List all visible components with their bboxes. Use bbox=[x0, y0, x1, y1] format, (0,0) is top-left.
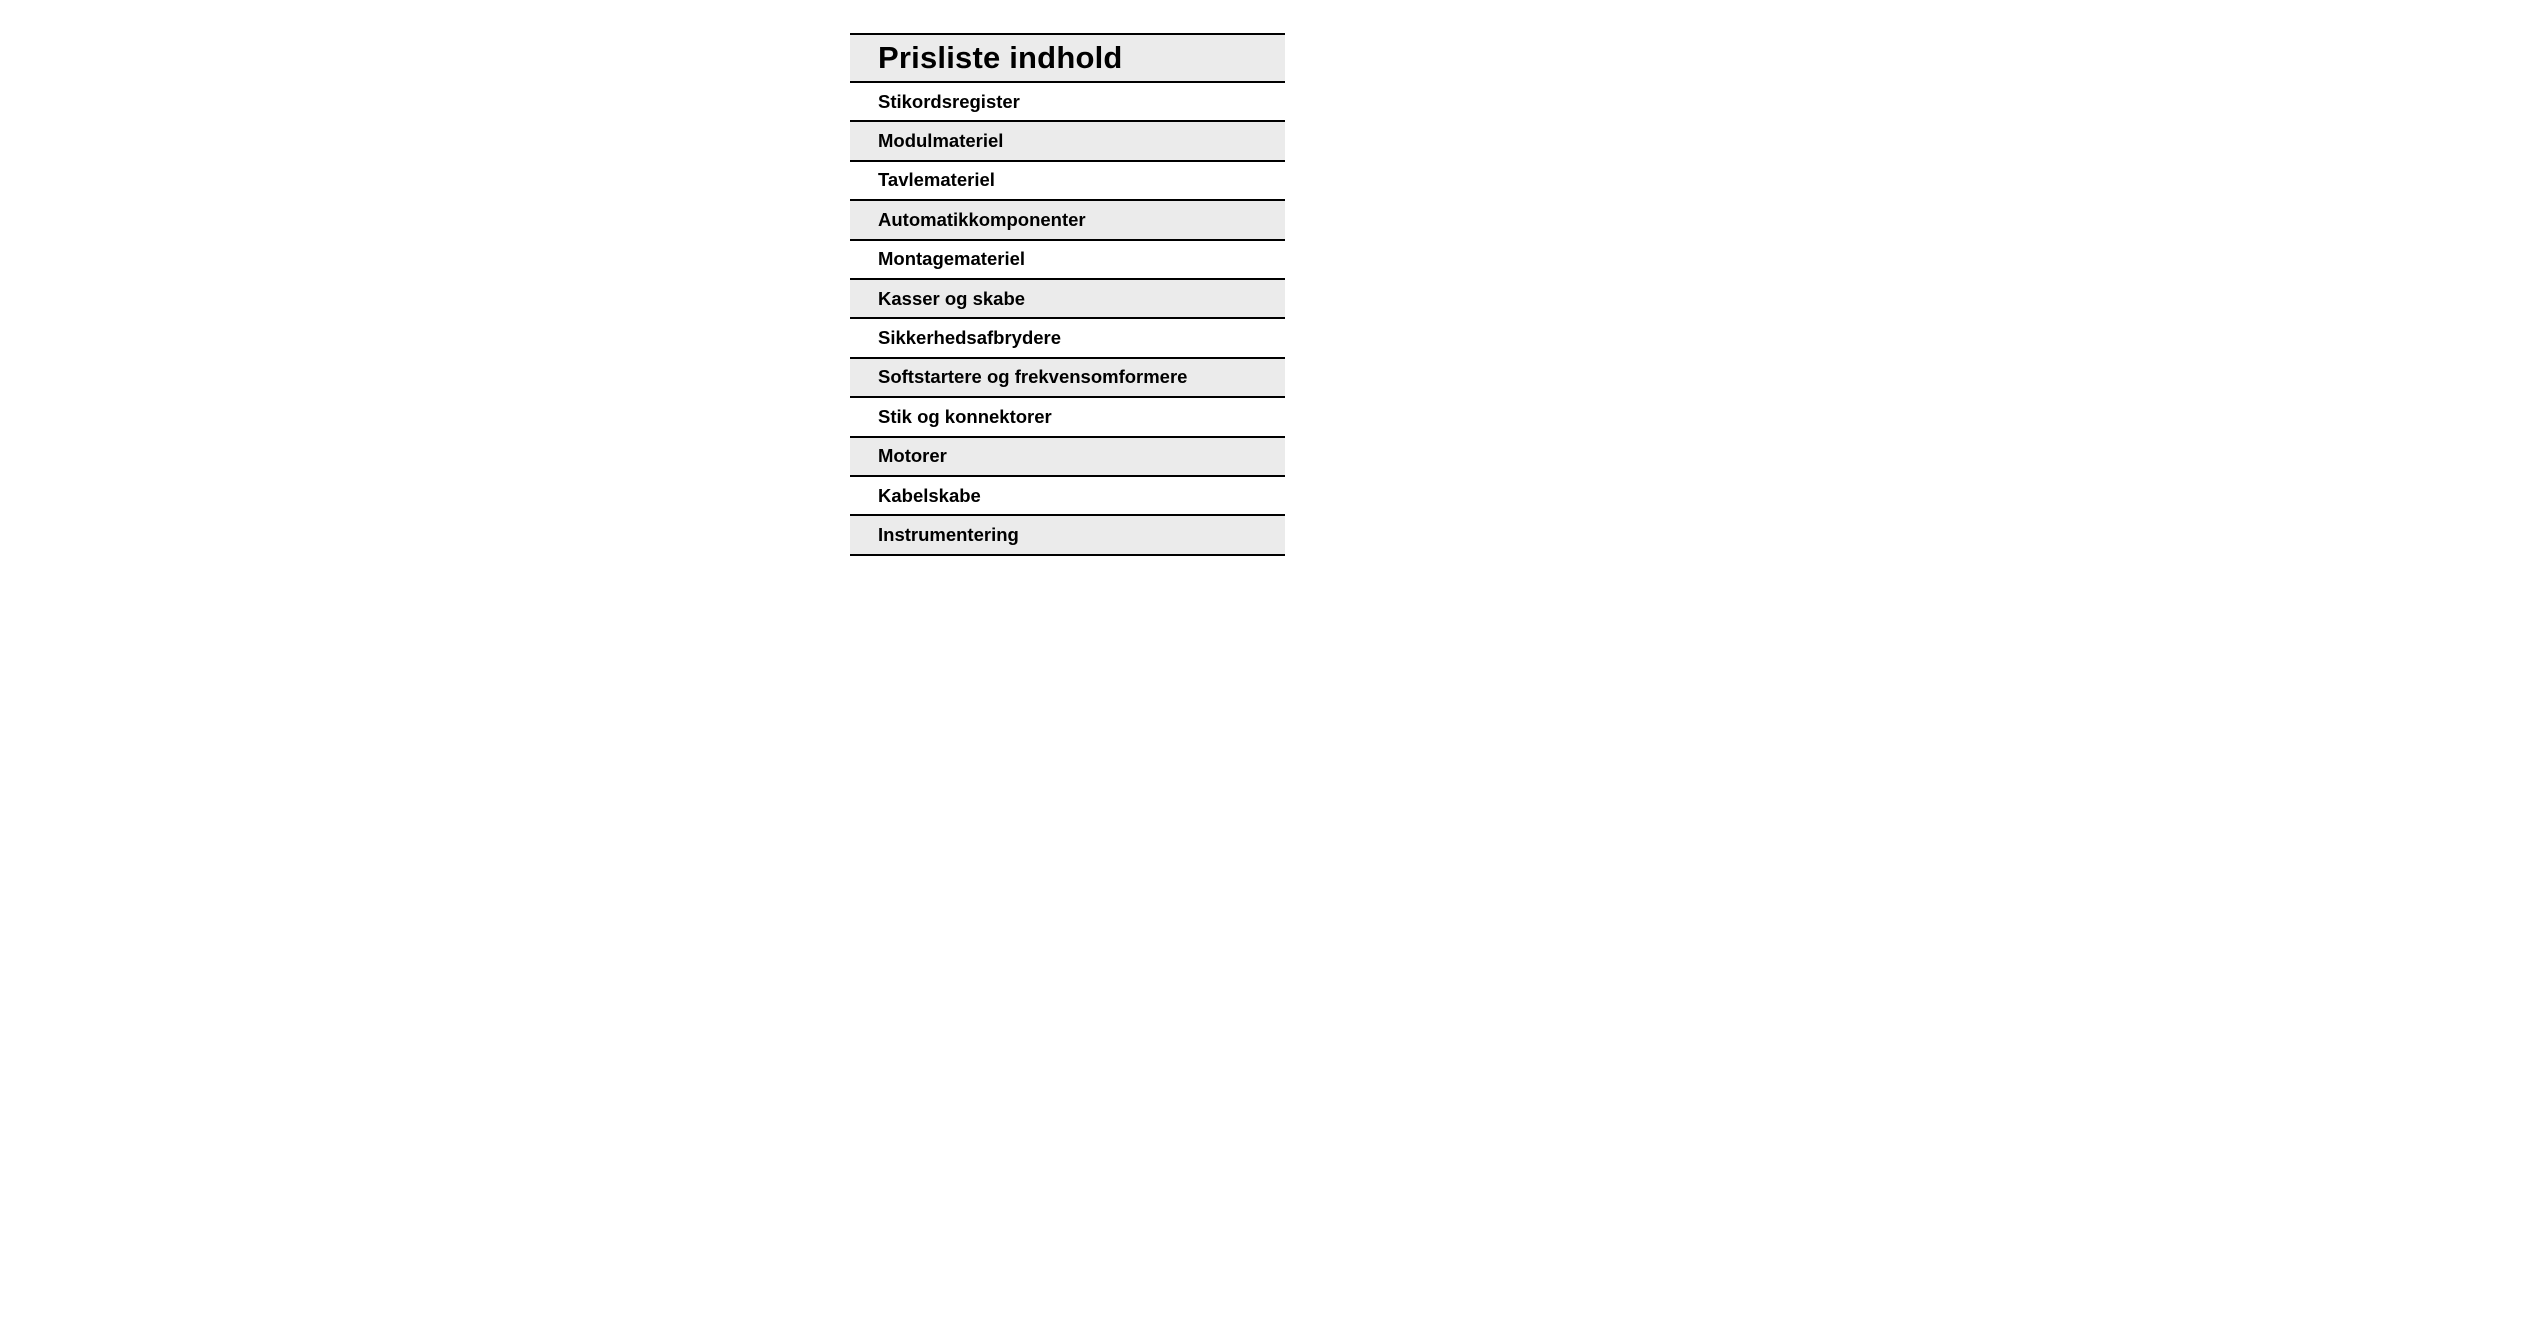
toc-item-automatikkomponenter[interactable] bbox=[850, 201, 1285, 240]
toc-item-label: Instrumentering bbox=[878, 523, 1019, 545]
toc-item-label: Automatikkomponenter bbox=[878, 208, 1086, 230]
toc-item-sikkerhedsafbrydere[interactable] bbox=[850, 319, 1285, 358]
toc-item-label: Motorer bbox=[878, 445, 947, 467]
toc-item-label: Softstartere og frekvensomformere bbox=[878, 366, 1188, 388]
toc-item-label: Tavlemateriel bbox=[878, 169, 995, 191]
toc-item-label: Stik og konnektorer bbox=[878, 405, 1052, 427]
toc-item-tavlemateriel[interactable] bbox=[850, 162, 1285, 201]
toc-item-softstartere[interactable] bbox=[850, 359, 1285, 398]
page-title: Prisliste indhold bbox=[878, 40, 1123, 75]
toc-item-label: Kasser og skabe bbox=[878, 287, 1026, 309]
toc-item-motorer[interactable] bbox=[850, 438, 1285, 477]
toc-item-label: Modulmateriel bbox=[878, 130, 1004, 152]
toc-item-label: Montagemateriel bbox=[878, 248, 1026, 270]
toc-item-label: Stikordsregister bbox=[878, 90, 1020, 112]
toc-item-stikordsregister[interactable] bbox=[850, 83, 1285, 122]
toc-item-modulmateriel[interactable] bbox=[850, 122, 1285, 161]
toc-item-montagemateriel[interactable] bbox=[850, 241, 1285, 280]
toc-item-kasser-og-skabe[interactable] bbox=[850, 280, 1285, 319]
toc-header bbox=[850, 35, 1285, 83]
toc-item-label: Kabelskabe bbox=[878, 484, 981, 506]
toc-item-stik-og-konnektorer[interactable] bbox=[850, 398, 1285, 437]
toc-list bbox=[850, 83, 1285, 556]
toc-item-label: Sikkerhedsafbrydere bbox=[878, 327, 1062, 349]
table-of-contents bbox=[850, 33, 1285, 556]
toc-item-kabelskabe[interactable] bbox=[850, 477, 1285, 516]
toc-item-instrumentering[interactable] bbox=[850, 516, 1285, 555]
